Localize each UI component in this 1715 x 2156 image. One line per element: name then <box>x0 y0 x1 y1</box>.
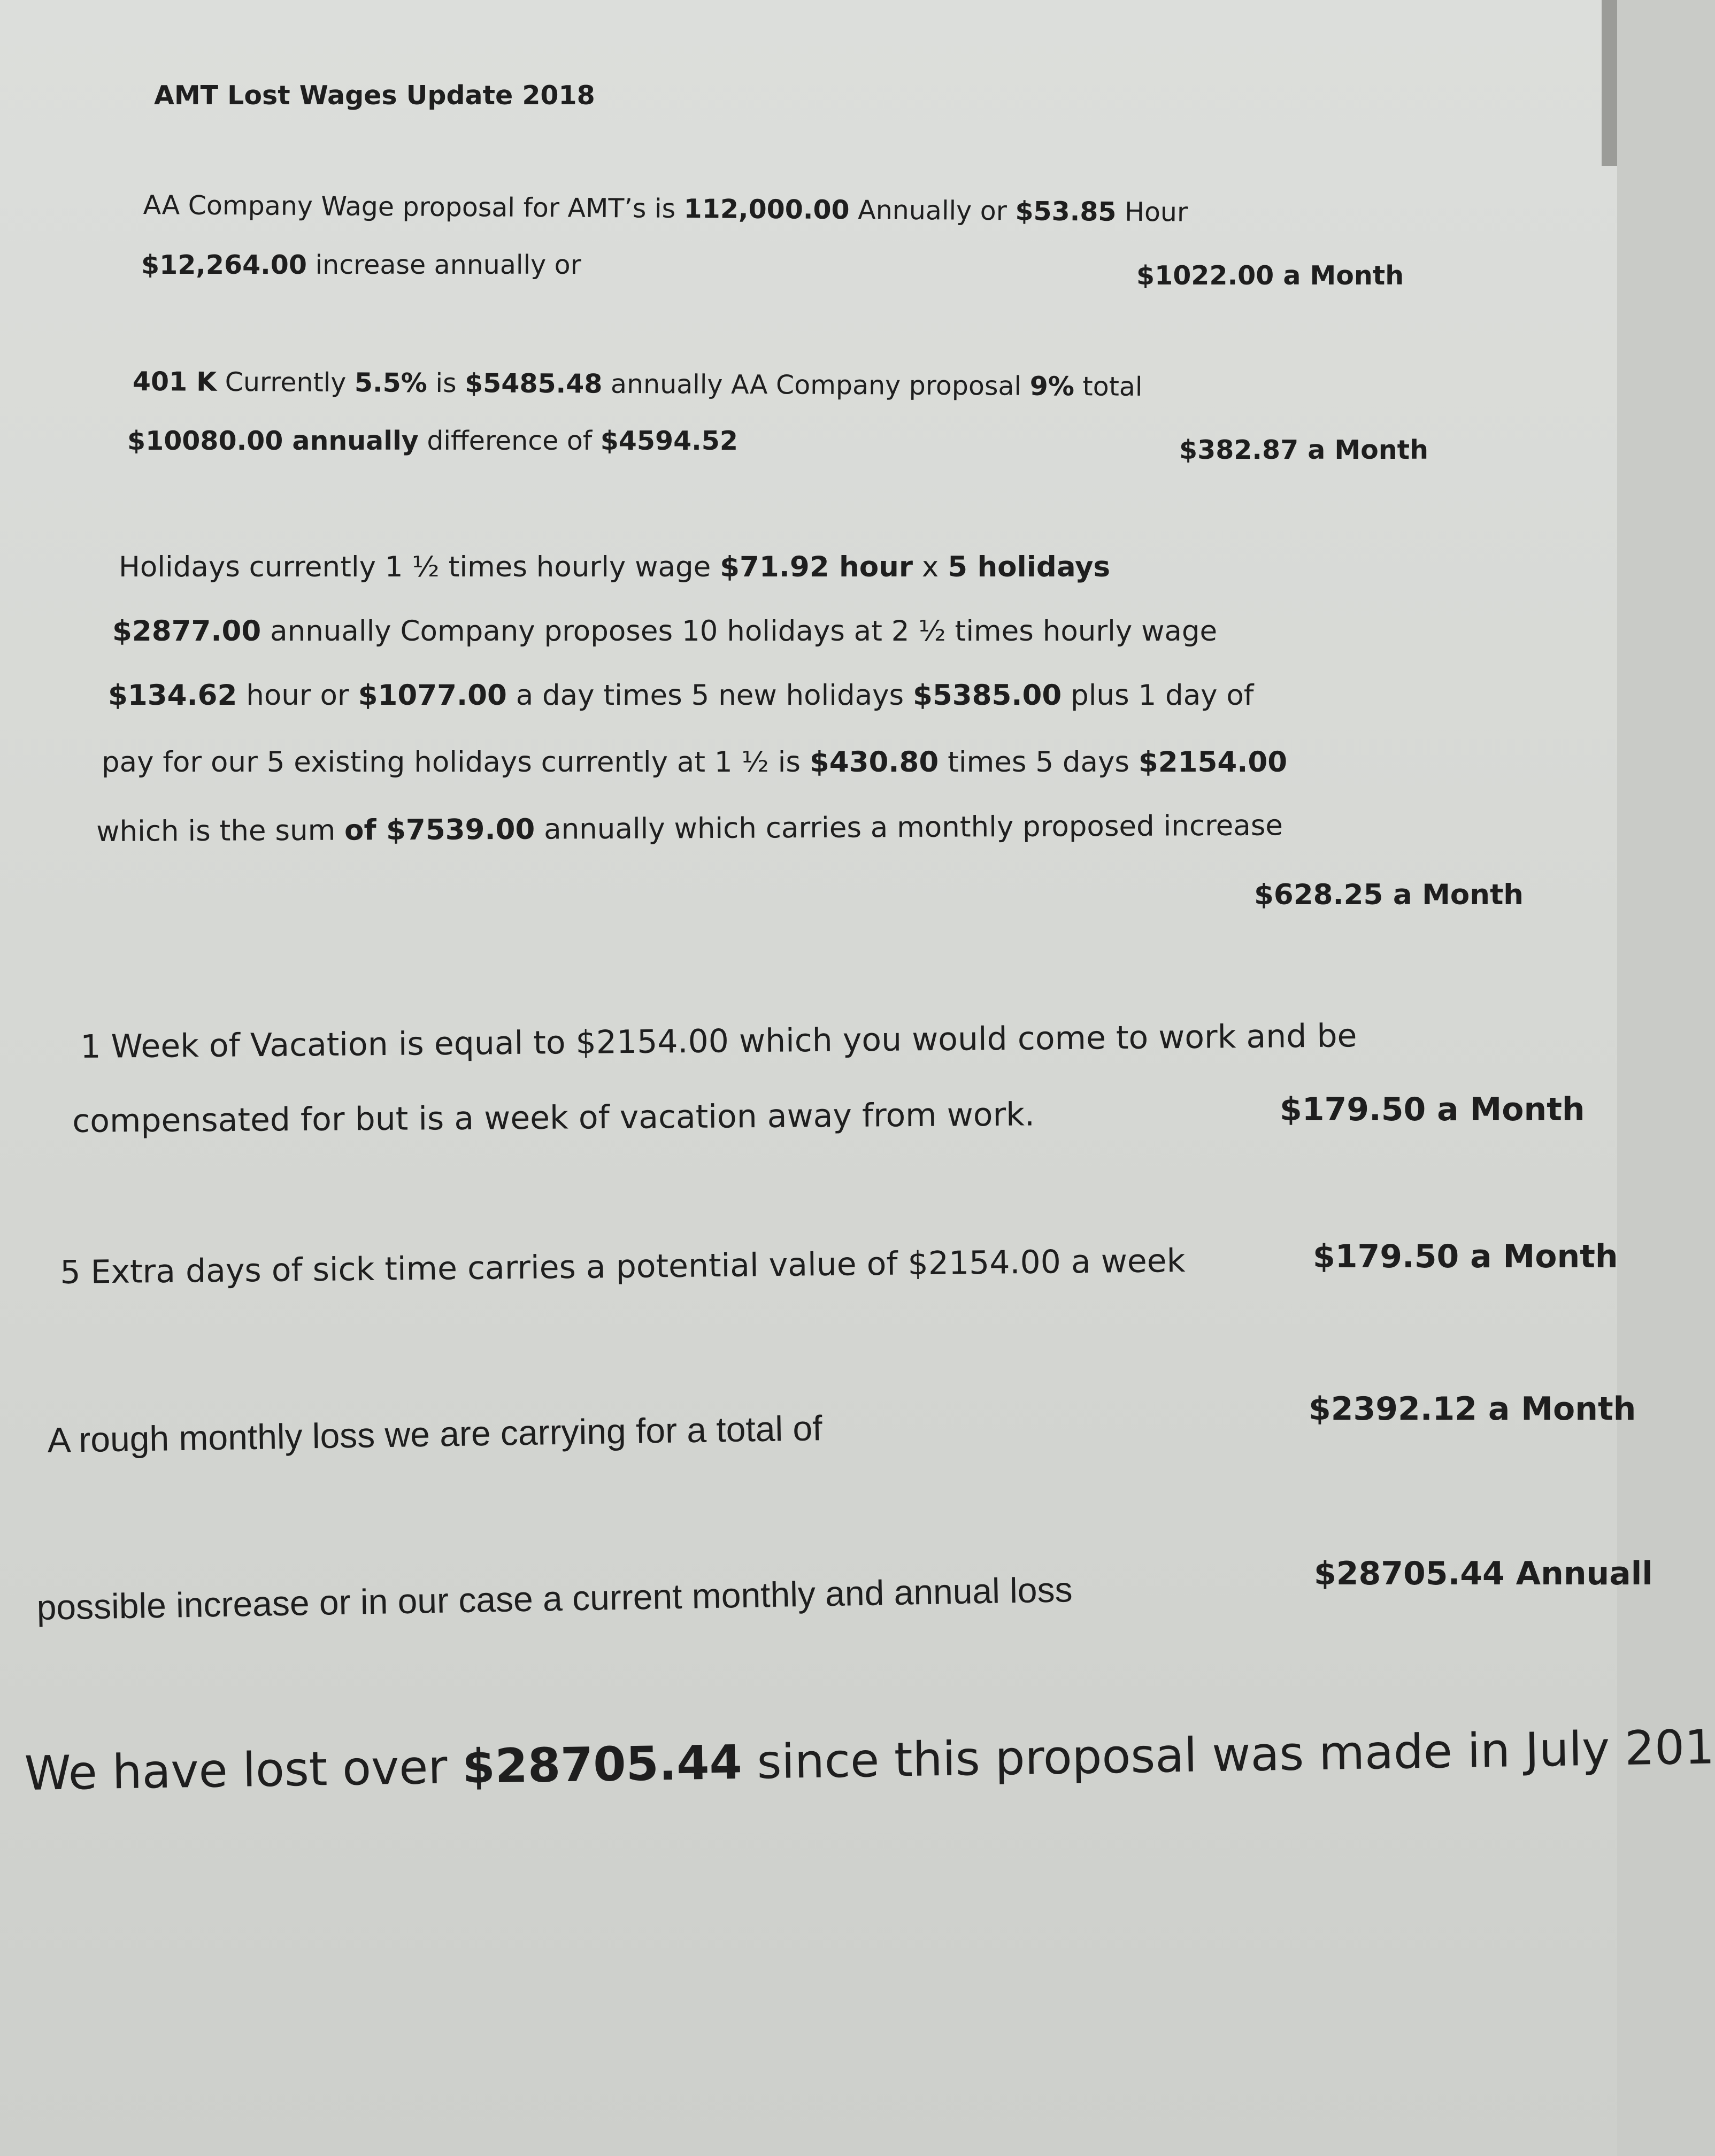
k401-current-amount: $5485.48 <box>465 368 603 399</box>
page-edge <box>1602 0 1617 166</box>
holidays-line-3 <box>108 679 1253 712</box>
holiday-hourly-rate: $71.92 hour <box>720 551 913 583</box>
holidays-text-1: Holidays currently 1 ½ times hourly wage <box>119 551 720 583</box>
vacation-line-1: 1 Week of Vacation is equal to $2154.00 which you would come to work and be <box>80 1017 1357 1066</box>
wage-text-1: AA Company Wage proposal for AMT’s is <box>143 190 684 225</box>
k401-line-1 <box>133 366 1143 402</box>
sick-monthly-amount: $179.50 a Month <box>1313 1238 1618 1275</box>
holidays-text-8: times 5 days <box>939 746 1139 779</box>
total-annual-amount: $28705.44 Annuall <box>1314 1555 1653 1592</box>
wage-text-3: Hour <box>1116 196 1188 228</box>
k401-line-2 <box>127 426 738 456</box>
holidays-line-5 <box>96 809 1283 848</box>
holidays-text-7: pay for our 5 existing holidays currently at 1 ½ is <box>102 746 810 779</box>
k401-monthly-amount: $382.87 a Month <box>1179 435 1428 465</box>
wage-proposal-line <box>143 190 1188 228</box>
holidays-line-2 <box>112 615 1217 648</box>
document-title: AMT Lost Wages Update 2018 <box>154 80 595 111</box>
k401-text-4: total <box>1074 371 1143 402</box>
holidays-text-6: plus 1 day of <box>1062 679 1254 712</box>
holidays-text-2: x <box>913 551 948 583</box>
holiday-new-hourly: $134.62 <box>108 679 237 712</box>
holidays-line-1 <box>119 551 1110 583</box>
k401-proposed-amount: $10080.00 annually <box>127 426 419 456</box>
wage-increase-line <box>141 250 581 280</box>
holidays-line-4 <box>102 746 1287 779</box>
k401-text-1: Currently <box>217 366 355 398</box>
wage-increase-amount: $12,264.00 <box>141 250 307 280</box>
holiday-count: 5 holidays <box>948 551 1111 583</box>
holiday-day-amount: $1077.00 <box>358 679 507 712</box>
footer-statement <box>24 1719 1715 1801</box>
wage-increase-text: increase annually or <box>306 250 581 280</box>
k401-label: 401 K <box>132 366 217 397</box>
holidays-text-5: a day times 5 new holidays <box>506 679 913 712</box>
holidays-monthly-amount: $628.25 a Month <box>1254 879 1524 911</box>
footer-loss-amount: $28705.44 <box>462 1734 743 1795</box>
total-annual-line: possible increase or in our case a current monthly and annual loss <box>36 1569 1073 1627</box>
k401-current-rate: 5.5% <box>354 367 428 398</box>
holiday-annual-amount: $2877.00 <box>112 615 262 648</box>
holidays-text-3: annually Company proposes 10 holidays at 2 ½ times hourly wage <box>261 615 1218 648</box>
wage-monthly-amount: $1022.00 a Month <box>1136 260 1404 291</box>
footer-text-2: since this proposal was made in July 201 <box>741 1719 1715 1790</box>
k401-text-3: annually AA Company proposal <box>602 368 1030 402</box>
k401-diff-text: difference of <box>418 426 601 456</box>
wage-annual-amount: 112,000.00 <box>683 194 850 226</box>
vacation-monthly-amount: $179.50 a Month <box>1280 1091 1585 1128</box>
k401-diff-amount: $4594.52 <box>600 426 738 456</box>
total-monthly-line: A rough monthly loss we are carrying for a total of <box>47 1408 823 1460</box>
wage-text-2: Annually or <box>849 195 1016 227</box>
holidays-text-4: hour or <box>237 679 358 712</box>
holiday-sum-amount: of $7539.00 <box>344 813 535 847</box>
k401-proposed-rate: 9% <box>1029 371 1075 402</box>
holiday-new-total: $5385.00 <box>912 679 1062 712</box>
footer-text-1: We have lost over <box>24 1739 463 1801</box>
holiday-existing-total: $2154.00 <box>1138 746 1288 779</box>
wage-hourly-amount: $53.85 <box>1015 196 1117 227</box>
holidays-text-10: annually which carries a monthly proposed increase <box>535 809 1283 846</box>
holidays-text-9: which is the sum <box>96 814 345 848</box>
vacation-line-2: compensated for but is a week of vacation away from work. <box>72 1096 1035 1140</box>
k401-text-2: is <box>427 367 465 399</box>
sick-line: 5 Extra days of sick time carries a potential value of $2154.00 a week <box>60 1242 1186 1291</box>
holiday-day-pay: $430.80 <box>809 746 939 779</box>
total-monthly-amount: $2392.12 a Month <box>1309 1390 1636 1428</box>
